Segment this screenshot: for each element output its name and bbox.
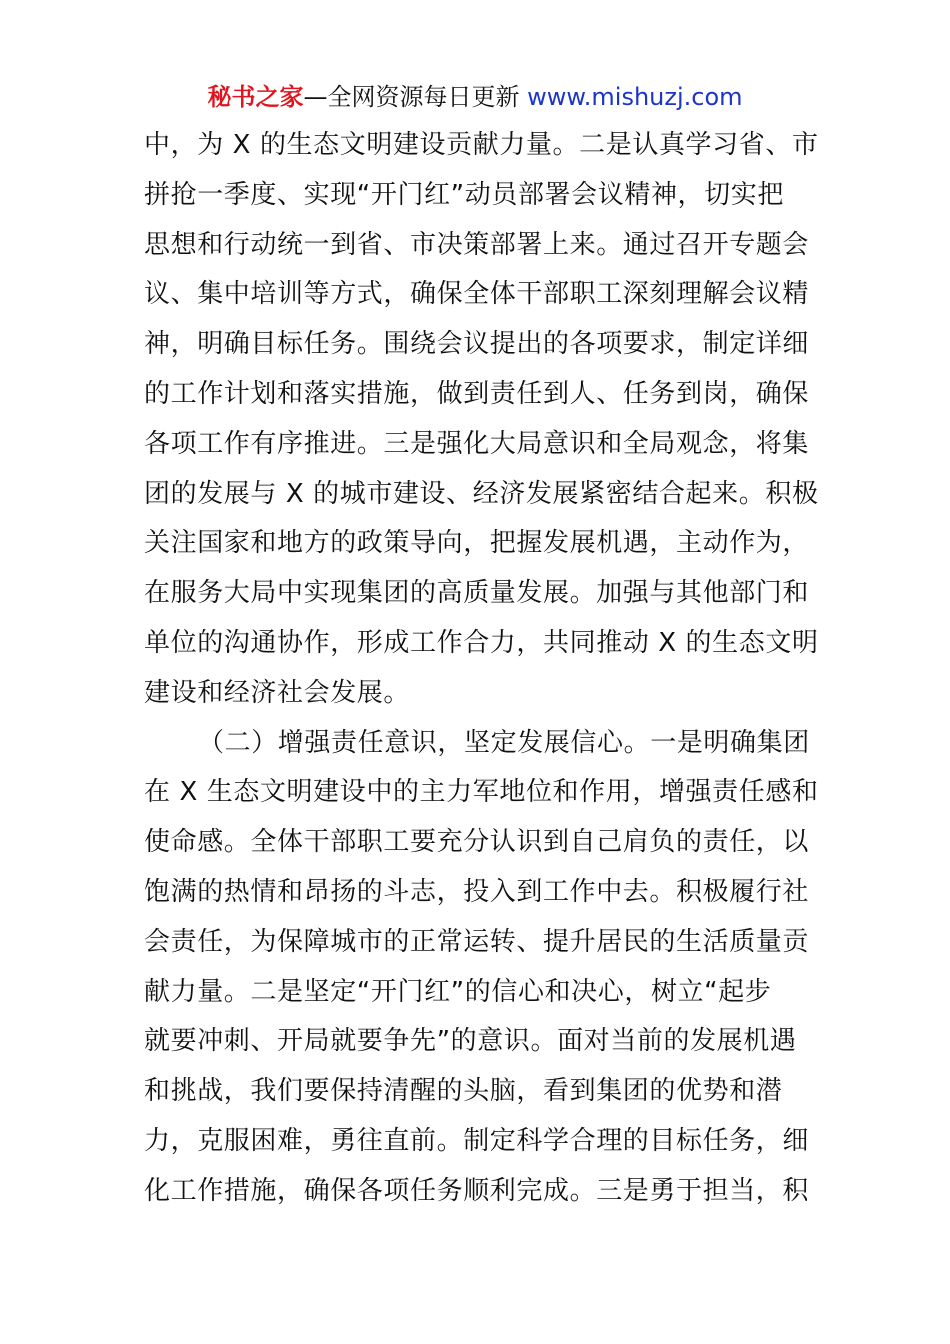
text-line: 使命感。全体干部职工要充分认识到自己肩负的责任，以 xyxy=(144,827,810,858)
text-line: 思想和行动统一到省、市决策部署上来。通过召开专题会 xyxy=(144,229,810,260)
brand-name: 秘书之家 xyxy=(207,83,304,111)
text-line: 神，明确目标任务。围绕会议提出的各项要求，制定详细 xyxy=(144,329,810,360)
text-line: 中，为 X 的生态文明建设贡献力量。二是认真学习省、市 xyxy=(144,130,819,160)
text-line: 拼抢一季度、实现“开门红”动员部署会议精神，切实把 xyxy=(144,179,784,210)
text-line: 在服务大局中实现集团的高质量发展。加强与其他部门和 xyxy=(144,578,810,609)
text-line: 的工作计划和落实措施，做到责任到人、任务到岗，确保 xyxy=(144,378,810,409)
text-line: 建设和经济社会发展。 xyxy=(144,677,411,708)
page-header xyxy=(0,80,950,114)
text-line: 献力量。二是坚定“开门红”的信心和决心，树立“起步 xyxy=(144,976,772,1007)
text-line: 就要冲刺、开局就要争先”的意识。面对当前的发展机遇 xyxy=(144,1026,797,1057)
document-body xyxy=(144,121,819,1217)
text-line: 饱满的热情和昂扬的斗志，投入到工作中去。积极履行社 xyxy=(144,876,810,907)
text-line: 会责任，为保障城市的正常运转、提升居民的生活质量贡 xyxy=(144,926,810,957)
header-tagline: —全网资源每日更新 xyxy=(303,83,528,111)
text-line: 在 X 生态文明建设中的主力军地位和作用，增强责任感和 xyxy=(144,777,819,808)
text-line: 化工作措施，确保各项任务顺利完成。三是勇于担当，积 xyxy=(144,1175,810,1206)
text-line: 各项工作有序推进。三是强化大局意识和全局观念，将集 xyxy=(144,428,810,459)
text-line: 议、集中培训等方式，确保全体干部职工深刻理解会议精 xyxy=(144,279,810,310)
text-line: 单位的沟通协作，形成工作合力，共同推动 X 的生态文明 xyxy=(144,627,819,658)
text-line: 团的发展与 X 的城市建设、经济发展紧密结合起来。积极 xyxy=(144,478,819,509)
text-line: 和挑战，我们要保持清醒的头脑，看到集团的优势和潜 xyxy=(144,1076,783,1107)
text-line: 力，克服困难，勇往直前。制定科学合理的目标任务，细 xyxy=(144,1125,810,1156)
text-line: 关注国家和地方的政策导向，把握发展机遇，主动作为， xyxy=(144,528,810,559)
section-heading-line: （二）增强责任意识，坚定发展信心。一是明确集团 xyxy=(198,727,810,758)
site-url-link[interactable]: www.mishuzj.com xyxy=(527,83,743,111)
